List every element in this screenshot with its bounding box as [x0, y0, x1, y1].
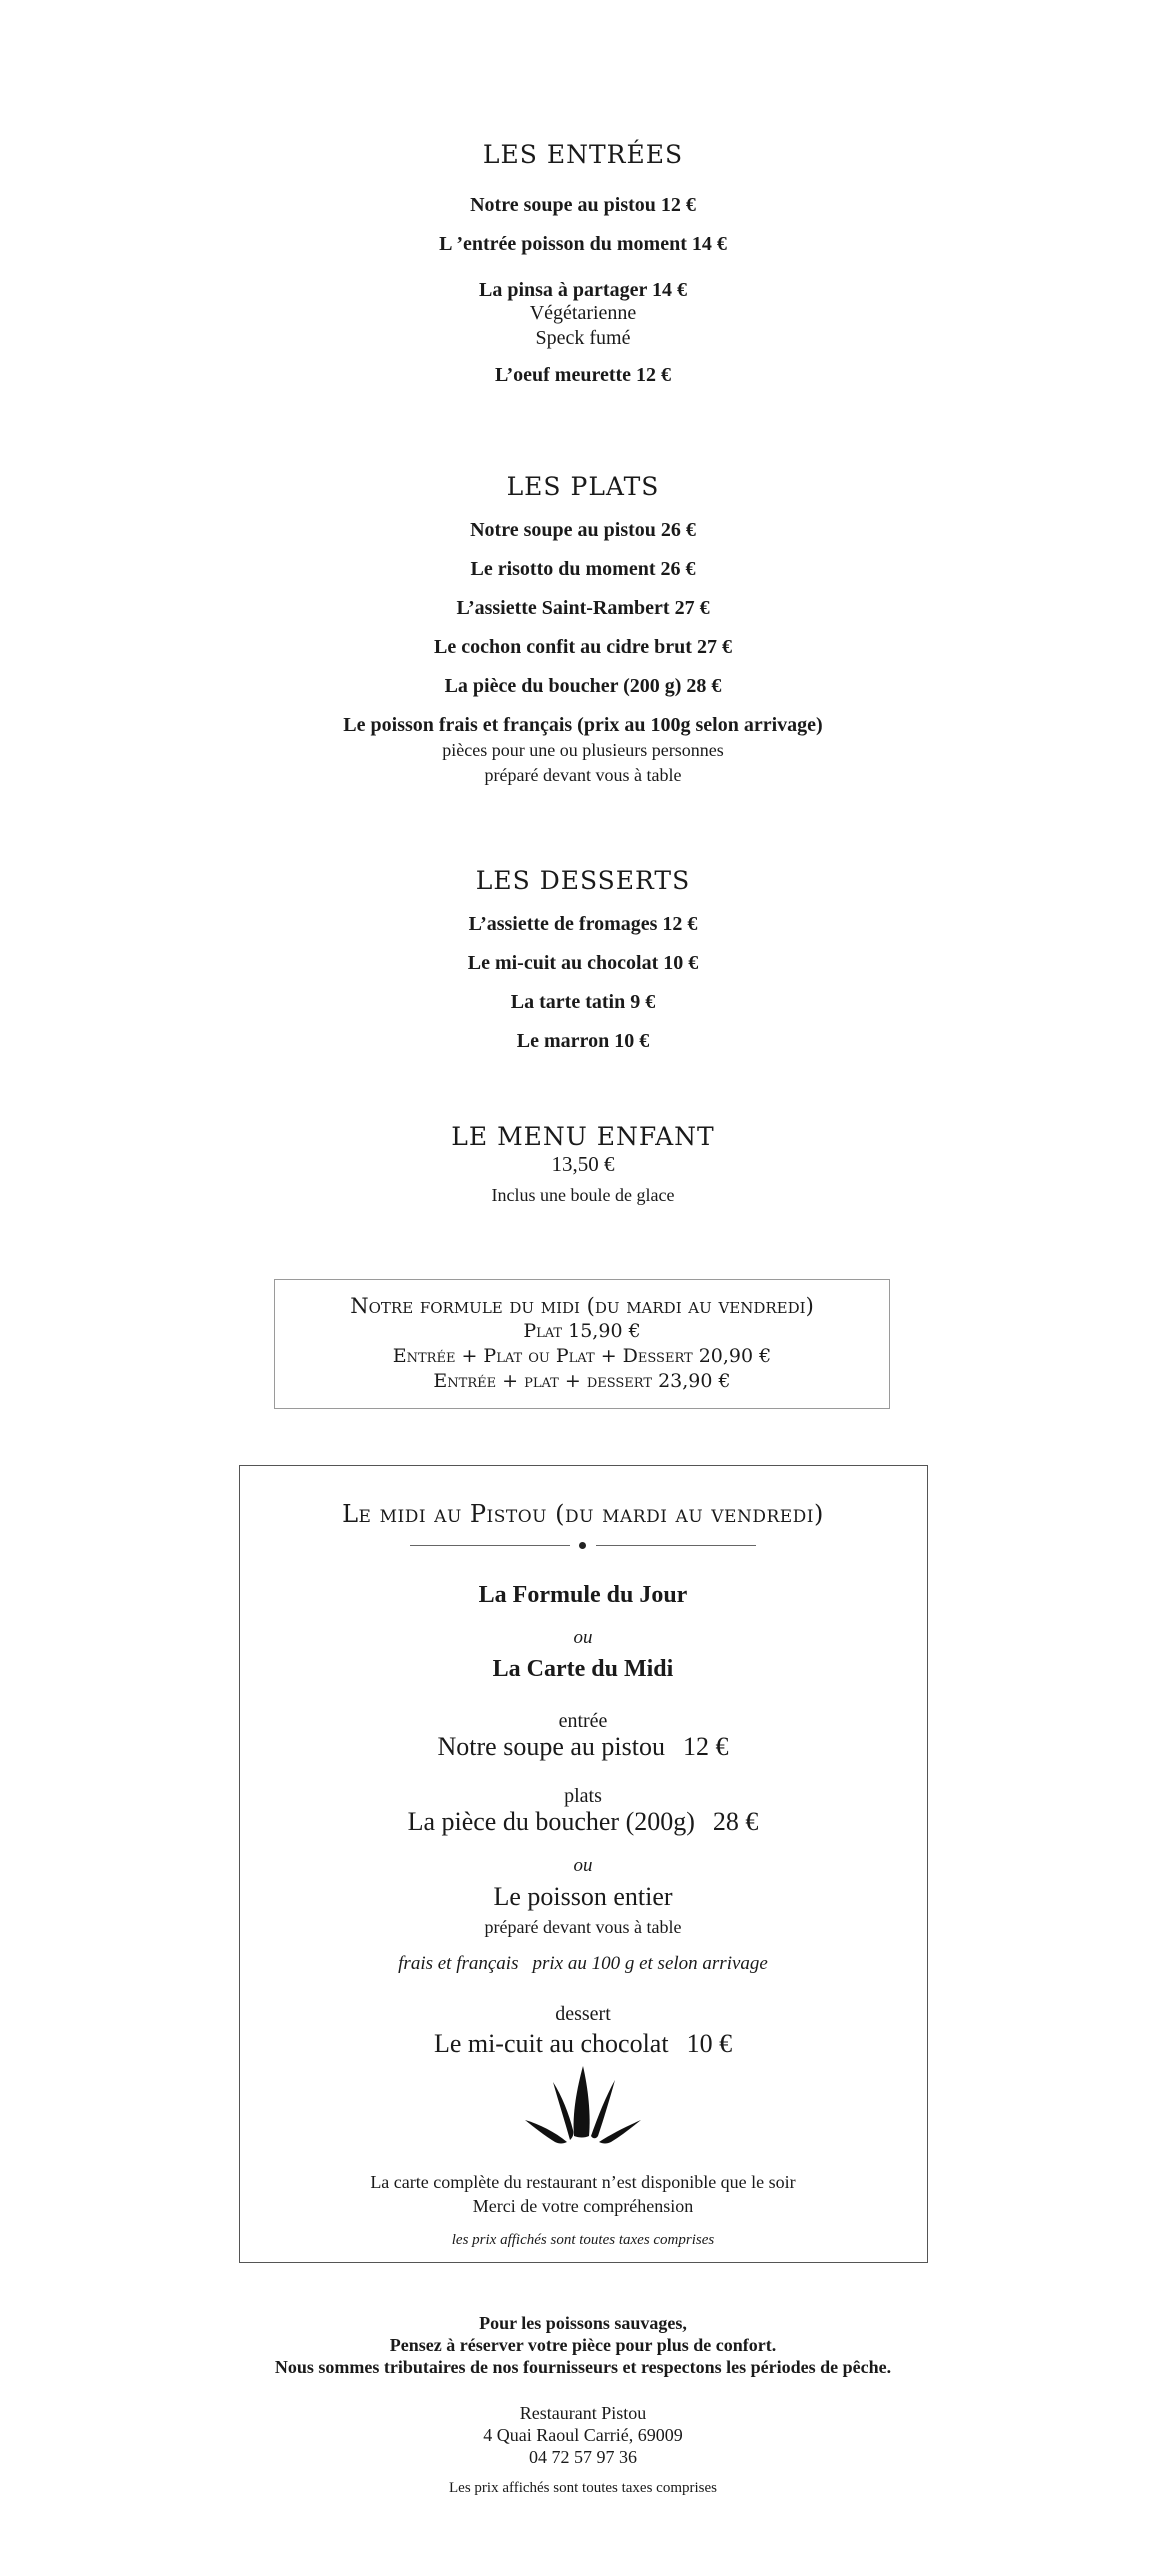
entrees-section	[0, 140, 1166, 395]
entree-price: 12 €	[682, 1732, 729, 1761]
entree-dish: Notre soupe au pistou	[437, 1732, 665, 1761]
poisson-detail-1: frais et français	[398, 1953, 519, 1974]
notice-2: Merci de votre compréhension	[472, 2196, 694, 2216]
enfant-note: Inclus une boule de glace	[491, 1185, 675, 1205]
menu-item: Le cochon confit au cidre brut 27 €	[434, 636, 732, 658]
restaurant-address: 4 Quai Raoul Carrié, 69009	[483, 2425, 683, 2445]
menu-note: pièces pour une ou plusieurs personnes	[442, 740, 724, 760]
poisson-dish: Le poisson entier	[493, 1882, 673, 1911]
ou-separator: ou	[573, 1627, 593, 1648]
plat-dish: La pièce du boucher (200g)	[407, 1807, 695, 1836]
plat-price: 28 €	[712, 1807, 759, 1836]
desserts-title: LES DESSERTS	[475, 866, 691, 895]
footer-line: Pour les poissons sauvages,	[479, 2313, 687, 2333]
entree-line	[240, 1732, 926, 1762]
menu-item: Le marron 10 €	[516, 1030, 650, 1052]
ornament-divider	[410, 1541, 756, 1551]
menu-item: L’oeuf meurette 12 €	[494, 364, 672, 386]
menu-item: L ’entrée poisson du moment 14 €	[439, 233, 727, 255]
footer-line: Nous sommes tributaires de nos fournisseurs et respectons les périodes de pêche.	[274, 2357, 892, 2377]
footer-line: Pensez à réserver votre pièce pour plus de confort.	[389, 2335, 777, 2355]
plats-section	[0, 472, 1166, 788]
dessert-price: 10 €	[686, 2029, 733, 2058]
menu-note: préparé devant vous à table	[484, 765, 682, 785]
ou-separator: ou	[573, 1855, 593, 1876]
formule-line: Entrée + Plat ou Plat + Dessert 20,90 €	[392, 1345, 772, 1367]
menu-item: La pièce du boucher (200 g) 28 €	[444, 675, 722, 697]
menu-item: L’assiette Saint-Rambert 27 €	[456, 597, 710, 619]
menu-item: Le poisson frais et français (prix au 100g selon arrivage)	[343, 714, 823, 736]
restaurant-phone: 04 72 57 97 36	[529, 2447, 637, 2467]
menu-item: Le risotto du moment 26 €	[470, 558, 696, 580]
formule-line: Entrée + plat + dessert 23,90 €	[433, 1370, 731, 1392]
footer-taxes: Les prix affichés sont toutes taxes comprises	[449, 2480, 717, 2496]
menu-option: Speck fumé	[535, 327, 631, 349]
formule-line: Plat 15,90 €	[523, 1320, 641, 1342]
menu-option: Végétarienne	[529, 302, 637, 324]
poisson-detail-2: prix au 100 g et selon arrivage	[532, 1953, 768, 1974]
menu-item: Le mi-cuit au chocolat 10 €	[467, 952, 699, 974]
menu-item: La pinsa à partager 14 €	[479, 279, 687, 301]
menu-item: La tarte tatin 9 €	[510, 991, 656, 1013]
dessert-line	[240, 2029, 926, 2059]
menu-item: L’assiette de fromages 12 €	[468, 913, 698, 935]
entrees-title: LES ENTRÉES	[482, 140, 684, 169]
plats-title: LES PLATS	[506, 472, 660, 501]
carte-midi: La Carte du Midi	[492, 1656, 674, 1682]
plats-label: plats	[564, 1785, 602, 1807]
leaf-logo-icon	[525, 2066, 641, 2144]
formule-title: Notre formule du midi (du mardi au vendredi)	[350, 1294, 814, 1318]
desserts-section	[0, 866, 1166, 1061]
plat-line	[240, 1807, 926, 1837]
dessert-dish: Le mi-cuit au chocolat	[433, 2029, 669, 2058]
restaurant-name: Restaurant Pistou	[519, 2403, 647, 2423]
menu-item: Notre soupe au pistou 12 €	[470, 194, 696, 216]
midi-box	[239, 1465, 928, 2263]
enfant-title: LE MENU ENFANT	[451, 1122, 715, 1151]
formule-box	[274, 1279, 890, 1409]
midi-taxes: les prix affichés sont toutes taxes comprises	[451, 2232, 715, 2248]
enfant-section	[0, 1122, 1166, 1208]
menu-item: Notre soupe au pistou 26 €	[470, 519, 696, 541]
poisson-detail	[240, 1953, 926, 1975]
footer	[0, 2312, 1166, 2498]
formule-jour: La Formule du Jour	[478, 1582, 688, 1608]
midi-title: Le midi au Pistou (du mardi au vendredi)	[342, 1500, 824, 1528]
dessert-label: dessert	[555, 2003, 611, 2025]
entree-label: entrée	[558, 1710, 608, 1732]
poisson-note: préparé devant vous à table	[484, 1917, 682, 1937]
notice-1: La carte complète du restaurant n’est disponible que le soir	[370, 2172, 796, 2192]
enfant-price: 13,50 €	[551, 1152, 615, 1176]
